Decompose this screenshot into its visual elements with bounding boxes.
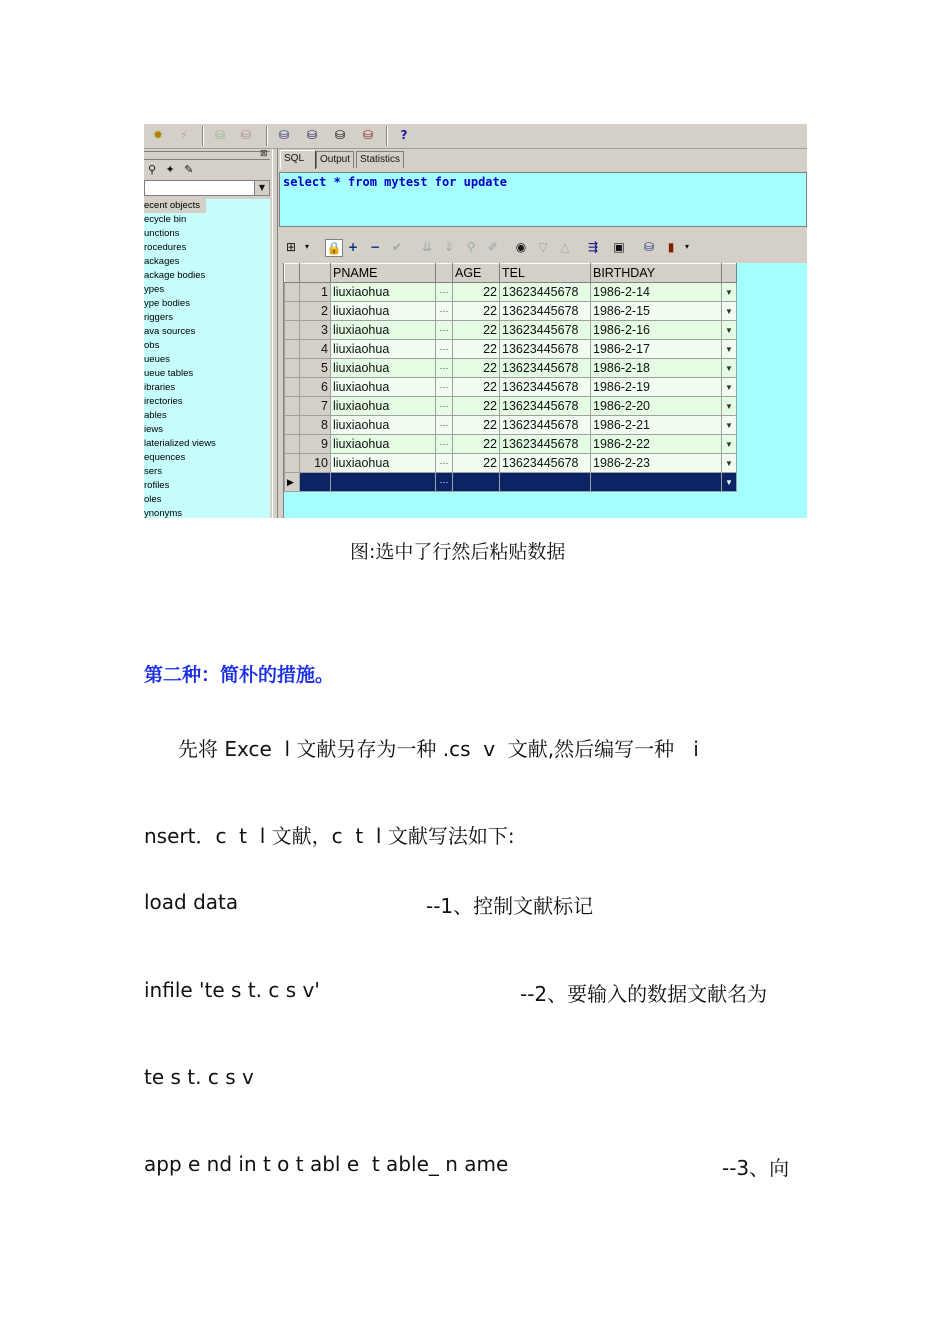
empty-cell[interactable] — [300, 473, 331, 492]
code-line-4: app e nd in t o t abl e t able_ n ame — [144, 1152, 509, 1176]
cell-tel[interactable]: 13623445678 — [500, 454, 591, 473]
object-tree-item[interactable]: ibraries — [144, 382, 176, 393]
row-indicator[interactable] — [285, 397, 300, 416]
object-tree-item[interactable]: riggers — [144, 312, 174, 323]
object-browser-grip[interactable] — [144, 151, 270, 160]
db-icon[interactable]: ⛁ — [214, 128, 226, 142]
db-key-icon[interactable]: ⛁ — [278, 128, 290, 142]
column-header-spacer — [436, 264, 453, 283]
cell-birthday[interactable]: 1986-2-20 — [591, 397, 722, 416]
filter-icon[interactable]: ◉ — [515, 240, 527, 254]
row-number: 3 — [300, 321, 331, 340]
row-indicator[interactable] — [285, 321, 300, 340]
chevron-down-icon[interactable]: ▼ — [722, 454, 737, 473]
row-number: 7 — [300, 397, 331, 416]
cell-birthday[interactable]: 1986-2-16 — [591, 321, 722, 340]
table-row[interactable] — [285, 435, 737, 454]
object-tree-item[interactable]: ecycle bin — [144, 214, 187, 225]
object-filter-combo[interactable] — [144, 180, 270, 196]
chevron-down-icon[interactable]: ▾ — [304, 242, 309, 251]
object-tree-item[interactable]: irectories — [144, 396, 183, 407]
ellipsis-button[interactable]: ··· — [436, 378, 453, 397]
sort-up-icon[interactable]: △ — [560, 240, 570, 254]
cell-pname[interactable]: liuxiaohua — [331, 302, 436, 321]
empty-cell[interactable] — [331, 473, 436, 492]
cell-pname[interactable]: liuxiaohua — [331, 454, 436, 473]
cell-pname[interactable]: liuxiaohua — [331, 416, 436, 435]
post-check-icon[interactable]: ✔ — [391, 240, 403, 254]
cell-age[interactable]: 22 — [453, 454, 500, 473]
grid-corner — [285, 264, 300, 283]
cell-birthday[interactable]: 1986-2-14 — [591, 283, 722, 302]
chevron-down-icon[interactable]: ▼ — [254, 181, 269, 195]
grid-body — [285, 283, 737, 492]
ellipsis-button[interactable]: ··· — [436, 302, 453, 321]
wand-icon[interactable]: ⚡ — [179, 128, 189, 142]
ellipsis-button[interactable]: ··· — [436, 454, 453, 473]
table-row[interactable] — [285, 416, 737, 435]
object-tree-item[interactable]: ecent objects — [144, 199, 206, 213]
ellipsis-button[interactable]: ··· — [436, 321, 453, 340]
code-comment-2: --2、要输入的数据文献名为 — [520, 982, 768, 1006]
db-icon[interactable]: ⛁ — [240, 128, 252, 142]
chevron-down-icon[interactable]: ▼ — [722, 283, 737, 302]
cell-tel[interactable]: 13623445678 — [500, 397, 591, 416]
empty-cell[interactable]: ▼ — [722, 473, 737, 492]
object-tree-item[interactable]: rocedures — [144, 242, 187, 253]
object-tree-item[interactable]: ypes — [144, 284, 165, 295]
column-header-tel[interactable]: TEL — [500, 264, 591, 283]
db-icon[interactable]: ⛁ — [643, 240, 655, 254]
column-header-pname[interactable]: PNAME — [331, 264, 436, 283]
cell-tel[interactable]: 13623445678 — [500, 359, 591, 378]
delete-record-icon[interactable]: − — [369, 240, 381, 254]
empty-cell[interactable] — [500, 473, 591, 492]
result-grid — [284, 263, 737, 492]
section-heading: 第二种：简朴的措施。 — [144, 664, 335, 686]
object-tree — [144, 199, 270, 518]
grid-rownum-header — [300, 264, 331, 283]
cell-tel[interactable]: 13623445678 — [500, 283, 591, 302]
grid-toolbar — [279, 234, 807, 260]
empty-cell[interactable] — [453, 473, 500, 492]
cell-pname[interactable]: liuxiaohua — [331, 283, 436, 302]
object-tree-item[interactable]: obs — [144, 340, 160, 351]
sql-editor[interactable] — [279, 172, 807, 227]
row-number: 2 — [300, 302, 331, 321]
object-tree-item[interactable]: sers — [144, 466, 162, 477]
object-tree-item[interactable]: ava sources — [144, 326, 196, 337]
ellipsis-button[interactable]: ··· — [436, 340, 453, 359]
gear-icon[interactable]: ✹ — [152, 128, 164, 142]
cell-tel[interactable]: 13623445678 — [500, 435, 591, 454]
cell-age[interactable]: 22 — [453, 340, 500, 359]
row-number: 8 — [300, 416, 331, 435]
cell-birthday[interactable]: 1986-2-21 — [591, 416, 722, 435]
row-indicator[interactable] — [285, 454, 300, 473]
row-number: 4 — [300, 340, 331, 359]
cell-tel[interactable]: 13623445678 — [500, 416, 591, 435]
row-number: 10 — [300, 454, 331, 473]
cell-birthday[interactable]: 1986-2-19 — [591, 378, 722, 397]
row-indicator[interactable] — [285, 378, 300, 397]
main-toolbar — [144, 124, 807, 149]
tab-sql[interactable]: SQL — [280, 150, 316, 169]
ellipsis-button[interactable]: ··· — [436, 283, 453, 302]
cell-age[interactable]: 22 — [453, 321, 500, 340]
object-tree-item[interactable]: ueue tables — [144, 368, 194, 379]
save-icon[interactable]: ▣ — [613, 240, 625, 254]
ellipsis-button[interactable]: ··· — [436, 416, 453, 435]
export-icon[interactable]: ⇶ — [587, 240, 599, 254]
empty-cell[interactable]: ··· — [436, 473, 453, 492]
row-indicator[interactable] — [285, 435, 300, 454]
object-tree-item[interactable]: ueues — [144, 354, 170, 365]
row-number: 9 — [300, 435, 331, 454]
toolbar-separator — [202, 126, 204, 146]
toolbar-separator — [266, 126, 268, 146]
object-tree-item[interactable]: laterialized views — [144, 438, 216, 449]
insert-record-icon[interactable]: + — [347, 240, 359, 254]
ellipsis-button[interactable]: ··· — [436, 359, 453, 378]
row-indicator[interactable] — [285, 340, 300, 359]
fetch-last-icon[interactable]: ⇓ — [443, 240, 455, 254]
tab-statistics[interactable]: Statistics — [356, 151, 404, 168]
current-row-pointer-icon: ▶ — [285, 473, 300, 492]
lock-icon[interactable]: 🔒 — [326, 241, 342, 255]
object-tree-item[interactable]: ynonyms — [144, 508, 183, 518]
db-sql-icon[interactable]: ⛁ — [306, 128, 318, 142]
object-tree-item[interactable]: oles — [144, 494, 162, 505]
row-number: 6 — [300, 378, 331, 397]
db-find-icon[interactable]: ⛁ — [334, 128, 346, 142]
cell-age[interactable]: 22 — [453, 378, 500, 397]
cell-birthday[interactable]: 1986-2-15 — [591, 302, 722, 321]
cell-pname[interactable]: liuxiaohua — [331, 397, 436, 416]
chevron-down-icon[interactable]: ▼ — [722, 435, 737, 454]
row-indicator[interactable] — [285, 283, 300, 302]
object-tree-item[interactable]: ackage bodies — [144, 270, 206, 281]
table-row[interactable] — [285, 378, 737, 397]
pane-splitter[interactable] — [272, 149, 278, 518]
cell-birthday[interactable]: 1986-2-23 — [591, 454, 722, 473]
cell-birthday[interactable]: 1986-2-22 — [591, 435, 722, 454]
column-header-birthday[interactable]: BIRTHDAY — [591, 264, 722, 283]
code-comment-1: --1、控制文献标记 — [426, 894, 594, 918]
cell-age[interactable]: 22 — [453, 359, 500, 378]
chevron-down-icon[interactable]: ▼ — [722, 321, 737, 340]
table-row[interactable] — [285, 302, 737, 321]
object-tree-item[interactable]: ackages — [144, 256, 180, 267]
figure-caption: 图:选中了行然后粘贴数据 — [350, 541, 566, 563]
chevron-down-icon[interactable]: ▼ — [722, 416, 737, 435]
object-tree-item[interactable]: rofiles — [144, 480, 170, 491]
result-grid-area — [283, 263, 807, 518]
table-row[interactable] — [285, 397, 737, 416]
cell-tel[interactable]: 13623445678 — [500, 321, 591, 340]
object-tree-item[interactable]: ype bodies — [144, 298, 190, 309]
grid-icon[interactable]: ⊞ — [285, 240, 297, 254]
chevron-down-icon[interactable]: ▼ — [722, 359, 737, 378]
cell-pname[interactable]: liuxiaohua — [331, 378, 436, 397]
sql-developer-screenshot — [144, 124, 807, 518]
cell-pname[interactable]: liuxiaohua — [331, 340, 436, 359]
paragraph-line-1: 先将 Exce l 文献另存为一种 .cs v 文献,然后编写一种 i — [178, 737, 699, 761]
cell-tel[interactable]: 13623445678 — [500, 302, 591, 321]
paragraph-line-2: nsert．c t l 文献，c t l 文献写法如下: — [144, 824, 515, 848]
code-line-1: load data — [144, 890, 239, 914]
row-indicator[interactable] — [285, 302, 300, 321]
sql-text: select * from mytest for update — [283, 175, 507, 189]
column-header-age[interactable]: AGE — [453, 264, 500, 283]
chevron-down-icon[interactable]: ▼ — [722, 340, 737, 359]
cell-age[interactable]: 22 — [453, 416, 500, 435]
db-export-icon[interactable]: ⛁ — [362, 128, 374, 142]
chart-icon[interactable]: ▮ — [667, 240, 675, 254]
cell-age[interactable]: 22 — [453, 397, 500, 416]
cell-tel[interactable]: 13623445678 — [500, 340, 591, 359]
table-row-new[interactable] — [285, 473, 737, 492]
code-line-3: te s t. c s v — [144, 1065, 254, 1089]
cell-age[interactable]: 22 — [453, 302, 500, 321]
chevron-down-icon[interactable]: ▼ — [722, 302, 737, 321]
cell-birthday[interactable]: 1986-2-18 — [591, 359, 722, 378]
clear-icon[interactable]: ✐ — [487, 240, 499, 254]
row-indicator[interactable] — [285, 359, 300, 378]
cell-tel[interactable]: 13623445678 — [500, 378, 591, 397]
row-indicator[interactable] — [285, 416, 300, 435]
object-tree-item[interactable]: ables — [144, 410, 167, 421]
close-icon[interactable]: ⊠ — [260, 149, 268, 159]
row-number: 5 — [300, 359, 331, 378]
sort-down-icon[interactable]: ▽ — [538, 240, 548, 254]
chevron-down-icon[interactable]: ▼ — [722, 378, 737, 397]
toolbar-separator — [386, 126, 388, 146]
empty-cell[interactable] — [591, 473, 722, 492]
code-comment-4: --3、向 — [722, 1156, 790, 1180]
table-row[interactable] — [285, 454, 737, 473]
table-row[interactable] — [285, 359, 737, 378]
tab-output[interactable]: Output — [316, 151, 354, 168]
column-header-spacer — [722, 264, 737, 283]
chevron-down-icon[interactable]: ▾ — [684, 242, 689, 251]
help-icon[interactable]: ? — [400, 128, 408, 142]
cell-age[interactable]: 22 — [453, 283, 500, 302]
object-tree-item[interactable]: equences — [144, 452, 186, 463]
object-browser — [144, 149, 272, 518]
table-row[interactable] — [285, 283, 737, 302]
chevron-down-icon[interactable]: ▼ — [722, 397, 737, 416]
ellipsis-button[interactable]: ··· — [436, 435, 453, 454]
fetch-next-icon[interactable]: ⇊ — [421, 240, 433, 254]
cell-pname[interactable]: liuxiaohua — [331, 435, 436, 454]
code-line-2: infile 'te s t. c s v' — [144, 978, 320, 1002]
object-tree-item[interactable]: iews — [144, 424, 164, 435]
finder-icons[interactable]: ⚲ ✦ ✎ — [148, 163, 197, 176]
cell-age[interactable]: 22 — [453, 435, 500, 454]
cell-birthday[interactable]: 1986-2-17 — [591, 340, 722, 359]
table-row[interactable] — [285, 321, 737, 340]
cell-pname[interactable]: liuxiaohua — [331, 321, 436, 340]
row-number: 1 — [300, 283, 331, 302]
query-by-example-icon[interactable]: ⚲ — [466, 240, 476, 254]
cell-pname[interactable]: liuxiaohua — [331, 359, 436, 378]
ellipsis-button[interactable]: ··· — [436, 397, 453, 416]
object-tree-item[interactable]: unctions — [144, 228, 180, 239]
table-row[interactable] — [285, 340, 737, 359]
